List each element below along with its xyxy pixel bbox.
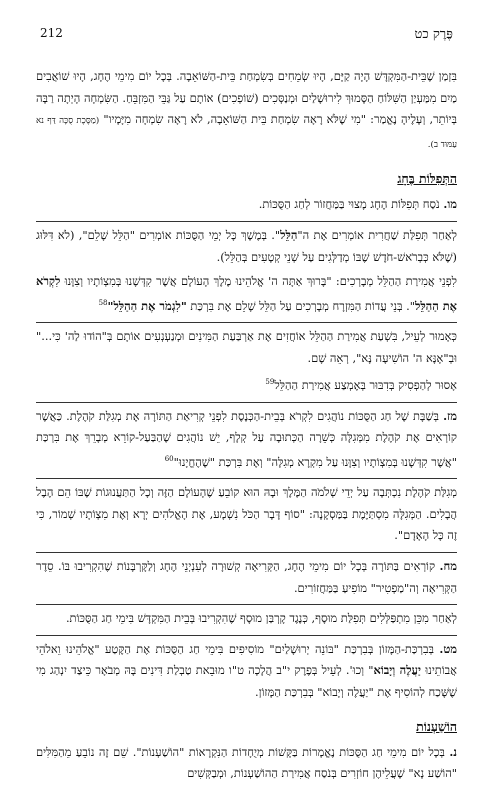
halacha-48-number: מח. (439, 559, 457, 574)
halacha-46-title (36, 194, 457, 216)
text-run-bold: "לִגְמֹר אֶת הַהַלֵּל" (107, 298, 187, 313)
running-header-title: פֶּרֶק כט (414, 27, 453, 42)
text-run-bold: הַלֵּל (280, 227, 298, 242)
text-run: בְּכָל יוֹם מִימֵי חַג הַסֻּכּוֹת נֶאֱמָרוֹת בַּקָּשׁוֹת מְיֻחָדוֹת הַנִּקְרָאוֹת "הוֹשַׁעְנוֹת". שֵׁם זֶה נוֹבֵעַ מֵהַמִּלִּים "הוֹשַׁע נָא" שֶׁעֲלֵיהֶן חוֹזְרִים בְּנֹסַח אֲמִירַת הַהוֹשַׁעְנוֹת, וּמְבַקְּשִׁים (36, 744, 457, 781)
text-run: בְּבִרְכַּת-הַמָּזוֹן בְּבִרְכַּת "בּוֹנֵה יְרוּשָׁלַיִם" מוֹסִיפִים בִּימֵי חַג הַסֻּכּוֹת אֶת הַקֶּטַע "אֱלֹהֵינוּ וֵאלֹהֵי אֲבוֹתֵינוּ (36, 641, 457, 678)
halacha-48-paragraph-2: לְאַחַר מִכֵּן מִתְפַּלְּלִים תְּפִלַּת מוּסָף, כְּנֶגֶד קָרְבַּן מוּסָף שֶׁהִקְרִיבוּ בְּבֵית הַמִּקְדָּשׁ בִּימֵי חַג הַסֻּכּוֹת. (65, 611, 457, 626)
footnote-ref[interactable]: 60 (164, 454, 174, 463)
section-divider (36, 552, 457, 553)
text-run: לִפְנֵי אֲמִירַת הַהַלֵּל מְבָרְכִים: "בָּרוּךְ אַתָּה ה' אֱלֹהֵינוּ מֶלֶךְ הָעוֹלָם אֲשֶׁר קִדְּשָׁנוּ בְּמִצְוֹתָיו וְצִוָּנוּ (60, 274, 457, 289)
halacha-49 (36, 639, 457, 704)
page-number: 212 (40, 26, 63, 40)
halacha-46-paragraph-3: כְּאָמוּר לְעֵיל, בִּשְׁעַת אֲמִירַת הַהַלֵּל אוֹחֲזִים אֶת אַרְבַּעַת הַמִּינִים וּמְנַעְנְעִים אוֹתָם בְּ"הוֹדוּ לַה' כִּי..." וּבְ"אָנָּא ה' הוֹשִׁיעָה נָּא", רְאֵה שָׁם. (36, 329, 457, 365)
text-run: ". בְּמֶשֶׁךְ כָּל יְמֵי הַסֻּכּוֹת אוֹמְרִים "הַלֵּל שָׁלֵם", (לֹא דִּלּוּג (שֶׁלֹּא כְּבְרֹאשׁ-חֹדֶשׁ שֶׁבּוֹ מְדַלְּגִים עַל שְׁנֵי קְטָעִים בְּהַלֵּל). (36, 227, 457, 264)
text-run: לְאַחַר תְּפִלַּת שַׁחֲרִית אוֹמְרִים אֶת ה" (297, 227, 457, 242)
halacha-48 (36, 556, 457, 630)
halacha-47-paragraph-1 (36, 406, 457, 474)
section-divider (36, 478, 457, 479)
halacha-48-paragraph-1 (36, 556, 457, 599)
footnote-ref[interactable]: 58 (98, 298, 108, 307)
halacha-47-paragraph-2: מְגִלַּת קֹהֶלֶת נִכְתְּבָה עַל יְדֵי שְׁלֹמֹה הַמֶּלֶךְ וּבָהּ הוּא קוֹבֵעַ שֶׁהָעוֹלָם הַזֶּה וְכָל הַתַּעֲנוּגוֹת שֶׁבּוֹ הֵם הֶבֶל הֲבָלִים. הַמְּגִלָּה מִסְתַּיֶּמֶת בַּמַּסְקָנָה: "סוֹף דָּבָר הַכֹּל נִשְׁמָע, אֶת הָאֱלֹהִים יְרָא וְאֶת מִצְוֹתָיו שְׁמוֹר, כִּי זֶה כָּל הָאָדָם". (36, 485, 457, 543)
section-divider (36, 604, 457, 605)
text-run: " וְכוּ'. לְעֵיל בְּפֶרֶק י"ב הֲלָכָה ט"ו מוּבֵאת טַבְלַת דִּינִים בָּהּ מְבֹאָר כֵּיצַד יִנְהַג מִי שֶׁשָּׁכַח לְהוֹסִיף אֶת "יַעֲלֶה וְיָבוֹא" בְּבִרְכַּת הַמָּזוֹן. (36, 663, 457, 700)
page-body (36, 66, 457, 785)
halacha-46-paragraph-2 (36, 271, 457, 317)
halacha-50 (36, 742, 457, 785)
halacha-49-number: מט. (439, 641, 457, 656)
section-divider (36, 635, 457, 636)
footnote-ref[interactable]: 59 (265, 378, 275, 387)
section-heading-prayers: הַתְּפִלּוֹת בֶּחָג (397, 171, 457, 187)
section-divider (36, 402, 457, 403)
halacha-47-number: מז. (443, 408, 457, 423)
intro-paragraph (36, 66, 457, 156)
halacha-46 (36, 194, 457, 396)
halacha-46-paragraph-1 (36, 225, 457, 268)
intro-source: (מַסֶּכֶת סֻכָּה דַּף נא עַמּוּד ב). (36, 116, 457, 150)
text-run-bold: לִקְרֹא אֶת הַהַלֵּל (36, 274, 457, 313)
halacha-50-number: נ. (449, 744, 458, 759)
section-heading-hoshanot: הוֹשַׁעְנוֹת (416, 718, 457, 734)
halacha-46-title-text: נֹסַח תְּפִלּוֹת הֶחָג מָצוּי בַּמַּחֲזוֹר לְחַג הַסֻּכּוֹת. (258, 197, 440, 212)
text-run: קוֹרְאִים בַּתּוֹרָה בְּכָל יוֹם מִימֵי הֶחָג, הַקְּרִיאָה קְשׁוּרָה לְעִנְיְנֵי הֶחָג וְלַקָּרְבָּנוֹת שֶׁהִקְרִיבוּ בּוֹ. סֵדֶר הַקְּרִיאָה וְה"מַפְטִיר" מוֹפִיעַ בַּמַּחֲזוֹרִים. (36, 559, 457, 595)
halacha-49-paragraph-1 (36, 639, 457, 704)
text-run: ". בְּנֵי עֲדוֹת הַמִּזְרָח מְבָרְכִים עַל הַלֵּל שָׁלֵם אֶת בִּרְכַּת (186, 298, 415, 313)
text-run: אָסוּר לְהַפְסִיק בְּדִבּוּר בְּאֶמְצַע אֲמִירַת הַהַלֵּל (274, 378, 457, 393)
halacha-50-paragraph-1 (36, 742, 457, 785)
intro-text: בִּזְמַן שֶׁבֵּית-הַמִּקְדָּשׁ הָיָה קַיָּם, הָיוּ שְׂמֵחִים בְּשִׂמְחַת בֵּית-הַשּׁוֹאֵבָה. בְּכָל יוֹם מִימֵי הֶחָג, הָיוּ שׁוֹאֲבִים מַיִם מִמַּעְיַן הַשִּׁלּוֹחַ הַסָּמוּךְ לִירוּשָׁלַיִם וּמְנַסְּכִים (שׁוֹפְכִים) אוֹתָם עַל גַּבֵּי הַמִּזְבֵּחַ. הַשִּׂמְחָה הָיְתָה רַבָּה בְּיוֹתֵר, וְעָלֶיהָ נֶאֱמַר: "מִי שֶׁלֹּא רָאָה שִׂמְחַת בֵּית הַשּׁוֹאֵבָה, לֹא רָאָה שִׂמְחָה מִיָּמָיו" (36, 69, 457, 127)
halacha-47 (36, 406, 457, 547)
section-divider (36, 322, 457, 323)
halacha-46-paragraph-4 (36, 372, 457, 396)
text-run-bold: יַעֲלֶה וְיָבוֹא (373, 663, 421, 678)
text-run: בְּשַׁבָּת שֶׁל חַג הַסֻּכּוֹת נוֹהֲגִים לִקְרֹא בְּבֵית-הַכְּנֶסֶת לִפְנֵי קְרִיאַת הַתּוֹרָה אֶת מְגִלַּת קֹהֶלֶת. כַּאֲשֶׁר קוֹרְאִים אֶת קֹהֶלֶת מִמְּגִלָּה כְּשֵׁרָה הַכְּתוּבָה עַל קְלָף, יֵשׁ נוֹהֲגִים שֶׁהַבַּעַל-קוֹרֵא מְבָרֵךְ אֶת בִּרְכַּת "אֲשֶׁר קִדְּשָׁנוּ בְּמִצְוֹתָיו וְצִוָּנוּ עַל מִקְרָא מְגִלָּה" וְאֶת בִּרְכַּת "שֶׁהֶחֱיָנוּ" (36, 408, 457, 469)
halacha-46-number: מו. (443, 197, 457, 212)
section-divider (36, 221, 457, 222)
